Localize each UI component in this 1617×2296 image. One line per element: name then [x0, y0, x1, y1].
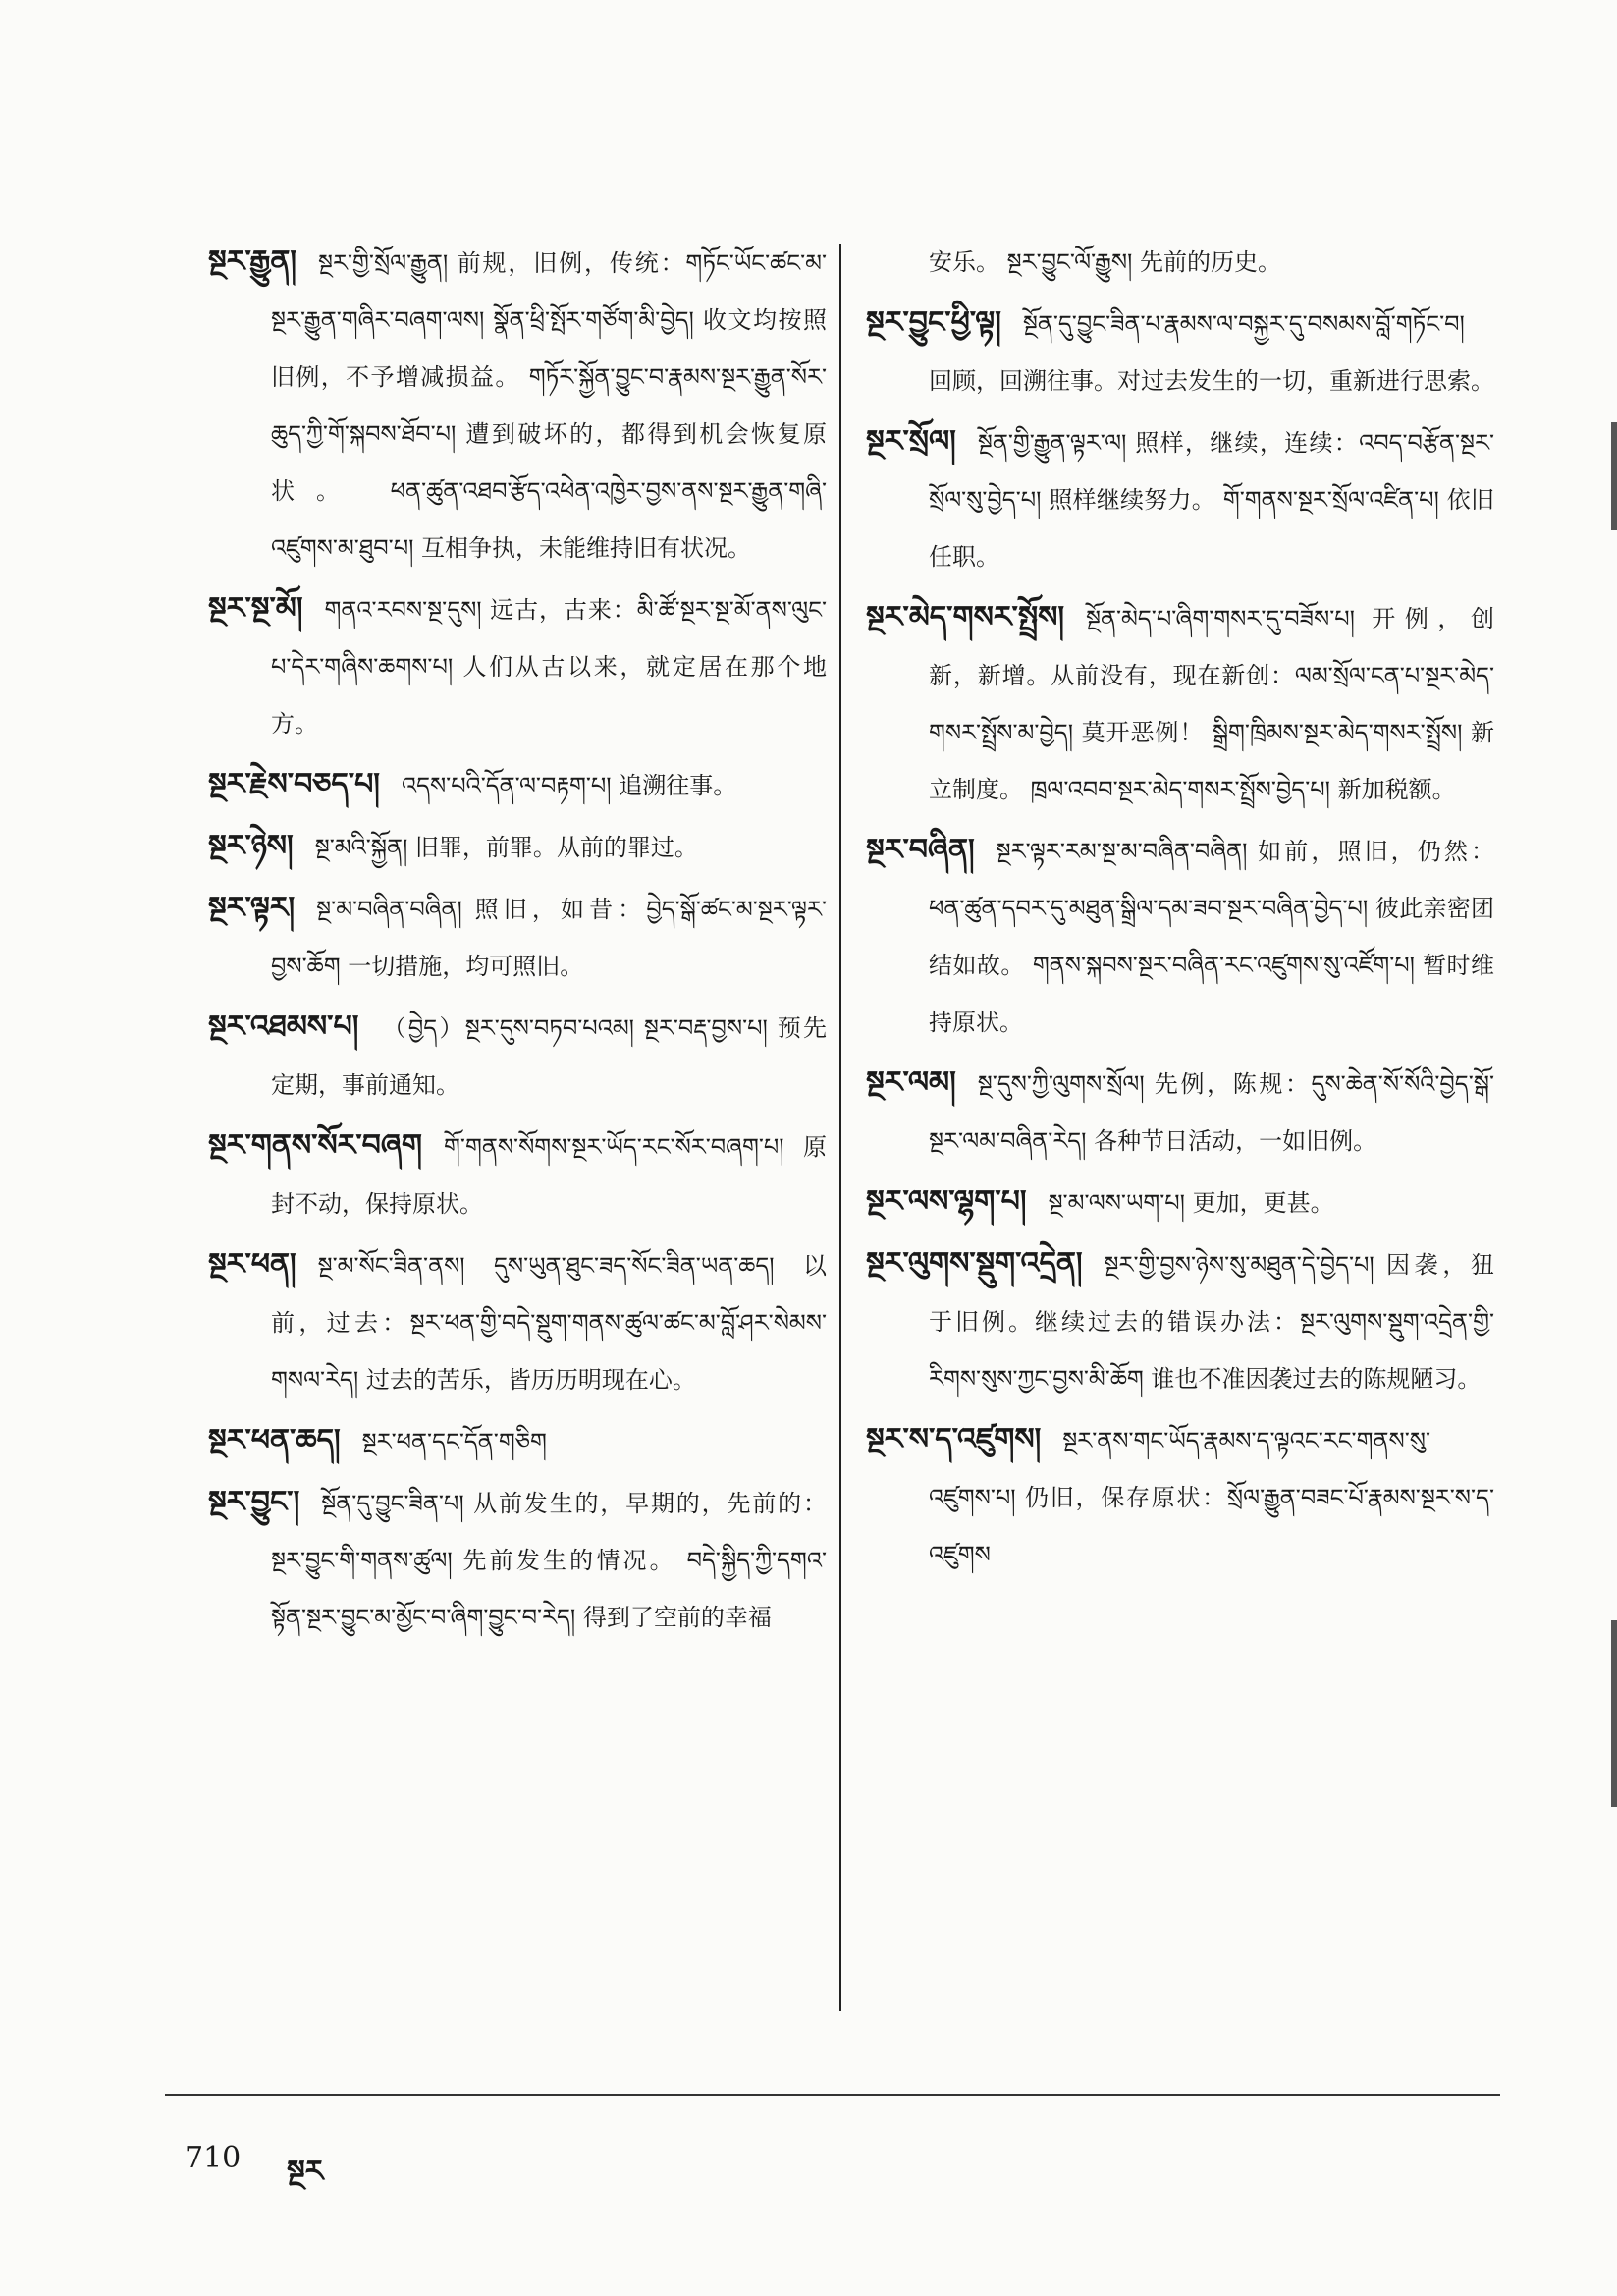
entry-definition: སྔོན་གྱི་རྒྱུན་ལྟར་ལ། 照样，继续，连续：འབད་བརྩོན་སྔར་སྲོལ་སུ་བྱེད་པ། 照样继续努力。 གོ་གནས་སྔར་སྲོལ་འཛིན་པ། 依旧任职。 [929, 429, 1494, 571]
dictionary-entry-continuation [866, 234, 1494, 291]
dictionary-entry [208, 580, 827, 752]
entry-definition: སྔར་ཕན་དང་དོན་གཅིག [361, 1428, 547, 1455]
left-column [208, 234, 827, 1650]
entry-definition: སྔར་གྱི་སྲོལ་རྒྱུན། 前规，旧例，传统：གཏོང་ཡོང་ཚང་མ་སྔར་རྒྱུན་གཞིར་བཞག་ལས། སྣོན་ཕྲི་སྤོར་གཙོག་མི་བྱེད། 收文均按照旧例，不予增减损益。 གཏོར་སྐྱོན་བྱུང་བ་རྣམས་སྔར་རྒྱུན་སོར་ཆུད་ཀྱི་གོ་སྐབས་ཐོབ་པ། 遭到破坏的，都得到机会恢复原状。 ཕན་ཚུན་འཐབ་རྩོད་འཕེན་འཁྱེར་བྱས་ནས་སྔར་རྒྱུན་གཞི་འཛུགས་མ་ཐུབ་པ། 互相争执，未能维持旧有状况。 [271, 249, 827, 562]
entry-definition: སྔོན་དུ་བྱུང་ཟིན་པ། 从前发生的，早期的，先前的：སྔར་བྱུང་གི་གནས་ཚུལ། 先前发生的情况。 བདེ་སྐྱིད་ཀྱི་དགའ་སྟོན་སྔར་བྱུང་མ་མྱོང་བ་ཞིག་བྱུང་བ་རེད། 得到了空前的幸福 [271, 1490, 827, 1631]
dictionary-entry [866, 1174, 1494, 1231]
edge-mark [1611, 1620, 1617, 1807]
dictionary-entry [866, 295, 1494, 410]
entry-definition: སྔ་མ་སོང་ཟིན་ནས། དུས་ཡུན་ཐུང་ཟད་སོང་ཟིན་ཡན་ཆད། 以前，过去：སྔར་ཕན་གྱི་བདེ་སྡུག་གནས་ཚུལ་ཚང་མ་བློ་ཤར་སེམས་གསལ་རེད། 过去的苦乐，皆历历明现在心。 [271, 1252, 827, 1394]
entry-definition: སྔར་ནས་གང་ཡོད་རྣམས་ད་ལྟའང་རང་གནས་སུ་འཛུགས་པ། 仍旧，保存原状：སྲོལ་རྒྱུན་བཟང་པོ་རྣམས་སྔར་ས་ད་འཛུགས [929, 1427, 1494, 1568]
entry-headword: སྔར་ཕན། [208, 1247, 296, 1282]
entry-definition: སྔར་ལྟར་རམ་སྔ་མ་བཞིན་བཞིན། 如前，照旧，仍然：ཕན་ཚུན་དབར་དུ་མཐུན་སྒྲིལ་དམ་ཟབ་སྔར་བཞིན་བྱེད་པ། 彼此亲密团结如故。 གནས་སྐབས་སྔར་བཞིན་རང་འཛུགས་སུ་འཛོག་པ། 暂时维持原状。 [929, 838, 1494, 1036]
entry-headword: སྔར་རྒྱུན། [208, 245, 297, 279]
dictionary-entry [208, 880, 827, 995]
entry-definition: གནའ་རབས་སྔ་དུས། 远古，古来：མི་ཚོ་སྔར་སྔ་མོ་ནས་ལུང་པ་དེར་གཞིས་ཆགས་པ། 人们从古以来，就定居在那个地方。 [271, 596, 827, 738]
dictionary-entry [208, 1474, 827, 1646]
entry-definition: སྔ་དུས་ཀྱི་ལུགས་སྲོལ། 先例，陈规：དུས་ཆེན་སོ་སོའི་བྱེད་སྒོ་སྔར་ལམ་བཞིན་རེད། 各种节日活动，一如旧例。 [929, 1070, 1494, 1155]
entry-definition: གོ་གནས་སོགས་སྔར་ཡོད་རང་སོར་བཞག་པ། 原封不动，保持原状。 [271, 1133, 827, 1218]
entry-headword: སྔར་འཐམས་པ། [208, 1010, 359, 1044]
running-head: སྔར [287, 2155, 324, 2189]
entry-definition: སྔར་གྱི་བྱས་ཉེས་སུ་མཐུན་དེ་བྱེད་པ། 因袭，狃于旧例。继续过去的错误办法：སྔར་ལུགས་སྡུག་འདྲེན་གྱི་རིགས་སུས་ཀྱང་བྱས་མི་ཆོག 谁也不准因袭过去的陈规陋习。 [929, 1251, 1494, 1393]
entry-headword: སྔར་ལུགས་སྡུག་འདྲེན། [866, 1246, 1083, 1281]
entry-headword: སྔར་ལས་ལྷག་པ། [866, 1184, 1027, 1219]
entry-headword: སྔར་མེད་གསར་སྤྲོས། [866, 600, 1064, 634]
dictionary-entry [208, 756, 827, 814]
entry-definition: 安乐。 སྔར་བྱུང་ལོ་རྒྱུས། 先前的历史。 [929, 248, 1282, 276]
dictionary-entry [208, 1412, 827, 1470]
entry-headword: སྔར་བཞིན། [866, 833, 975, 867]
entry-headword: སྔར་སྲོལ། [866, 424, 956, 459]
dictionary-entry [208, 234, 827, 576]
dictionary-entry [866, 1235, 1494, 1407]
dictionary-entry [208, 818, 827, 876]
dictionary-entry [866, 822, 1494, 1051]
dictionary-entry [866, 589, 1494, 818]
dictionary-entry [208, 1236, 827, 1408]
dictionary-entry [208, 1118, 827, 1232]
footer-rule [165, 2094, 1500, 2096]
page-number: 710 [185, 2141, 242, 2175]
entry-headword: སྔར་རྗེས་བཅད་པ། [208, 767, 380, 801]
entry-headword: སྔར་ལྟར། [208, 891, 296, 925]
dictionary-entry [866, 413, 1494, 585]
entry-headword: སྔར་གནས་སོར་བཞག [208, 1128, 423, 1163]
column-divider [839, 244, 841, 2011]
entry-definition: སྔ་མ་ལས་ཡག་པ། 更加，更甚。 [1048, 1189, 1334, 1217]
entry-headword: སྔར་སྔ་མོ། [208, 591, 303, 626]
entry-definition: （བྱེད）སྔར་དུས་བཏབ་པའམ། སྔར་བརྡ་བྱས་པ། 预先定期，事前通知。 [271, 1014, 827, 1099]
entry-headword: སྔར་ལམ། [866, 1066, 956, 1100]
dictionary-entry [208, 999, 827, 1114]
entry-definition: སྔོན་དུ་བྱུང་ཟིན་པ་རྣམས་ལ་བསྐྱར་དུ་བསམས་བློ་གཏོང་བ། 回顾，回溯往事。对过去发生的一切，重新进行思索。 [929, 310, 1494, 395]
entry-definition: སྔོན་མེད་པ་ཞིག་གསར་དུ་བཟོས་པ། 开例，创新，新增。从前没有，现在新创：ལམ་སྲོལ་ངན་པ་སྔར་མེད་གསར་སྤྲོས་མ་བྱེད། 莫开恶例！ སྒྲིག་ཁྲིམས་སྔར་མེད་གསར་སྤྲོས། 新立制度。 ཁྲལ་འབབ་སྔར་མེད་གསར་སྤྲོས་བྱེད་པ། 新加税额。 [929, 605, 1494, 803]
entry-definition: སྔ་མའི་སྐྱོན། 旧罪，前罪。从前的罪过。 [314, 834, 698, 861]
edge-mark [1611, 422, 1617, 530]
dictionary-entry [866, 1055, 1494, 1170]
entry-definition: འདས་པའི་དོན་ལ་བརྟག་པ། 追溯往事。 [401, 772, 737, 799]
entry-headword: སྔར་ས་ད་འཛུགས། [866, 1422, 1042, 1456]
entry-headword: སྔར་ཉེས། [208, 829, 294, 863]
entry-headword: སྔར་བྱུང་ཕྱི་ལྟ། [866, 305, 1001, 340]
entry-headword: སྔར་བྱུང་། [208, 1485, 300, 1519]
entry-definition: སྔ་མ་བཞིན་བཞིན། 照旧，如昔：བྱེད་སྒོ་ཚང་མ་སྔར་ལྟར་བྱས་ཆོག 一切措施，均可照旧。 [271, 896, 827, 980]
dictionary-entry [866, 1411, 1494, 1583]
entry-headword: སྔར་ཕན་ཆད། [208, 1423, 341, 1457]
right-column [866, 234, 1494, 1587]
